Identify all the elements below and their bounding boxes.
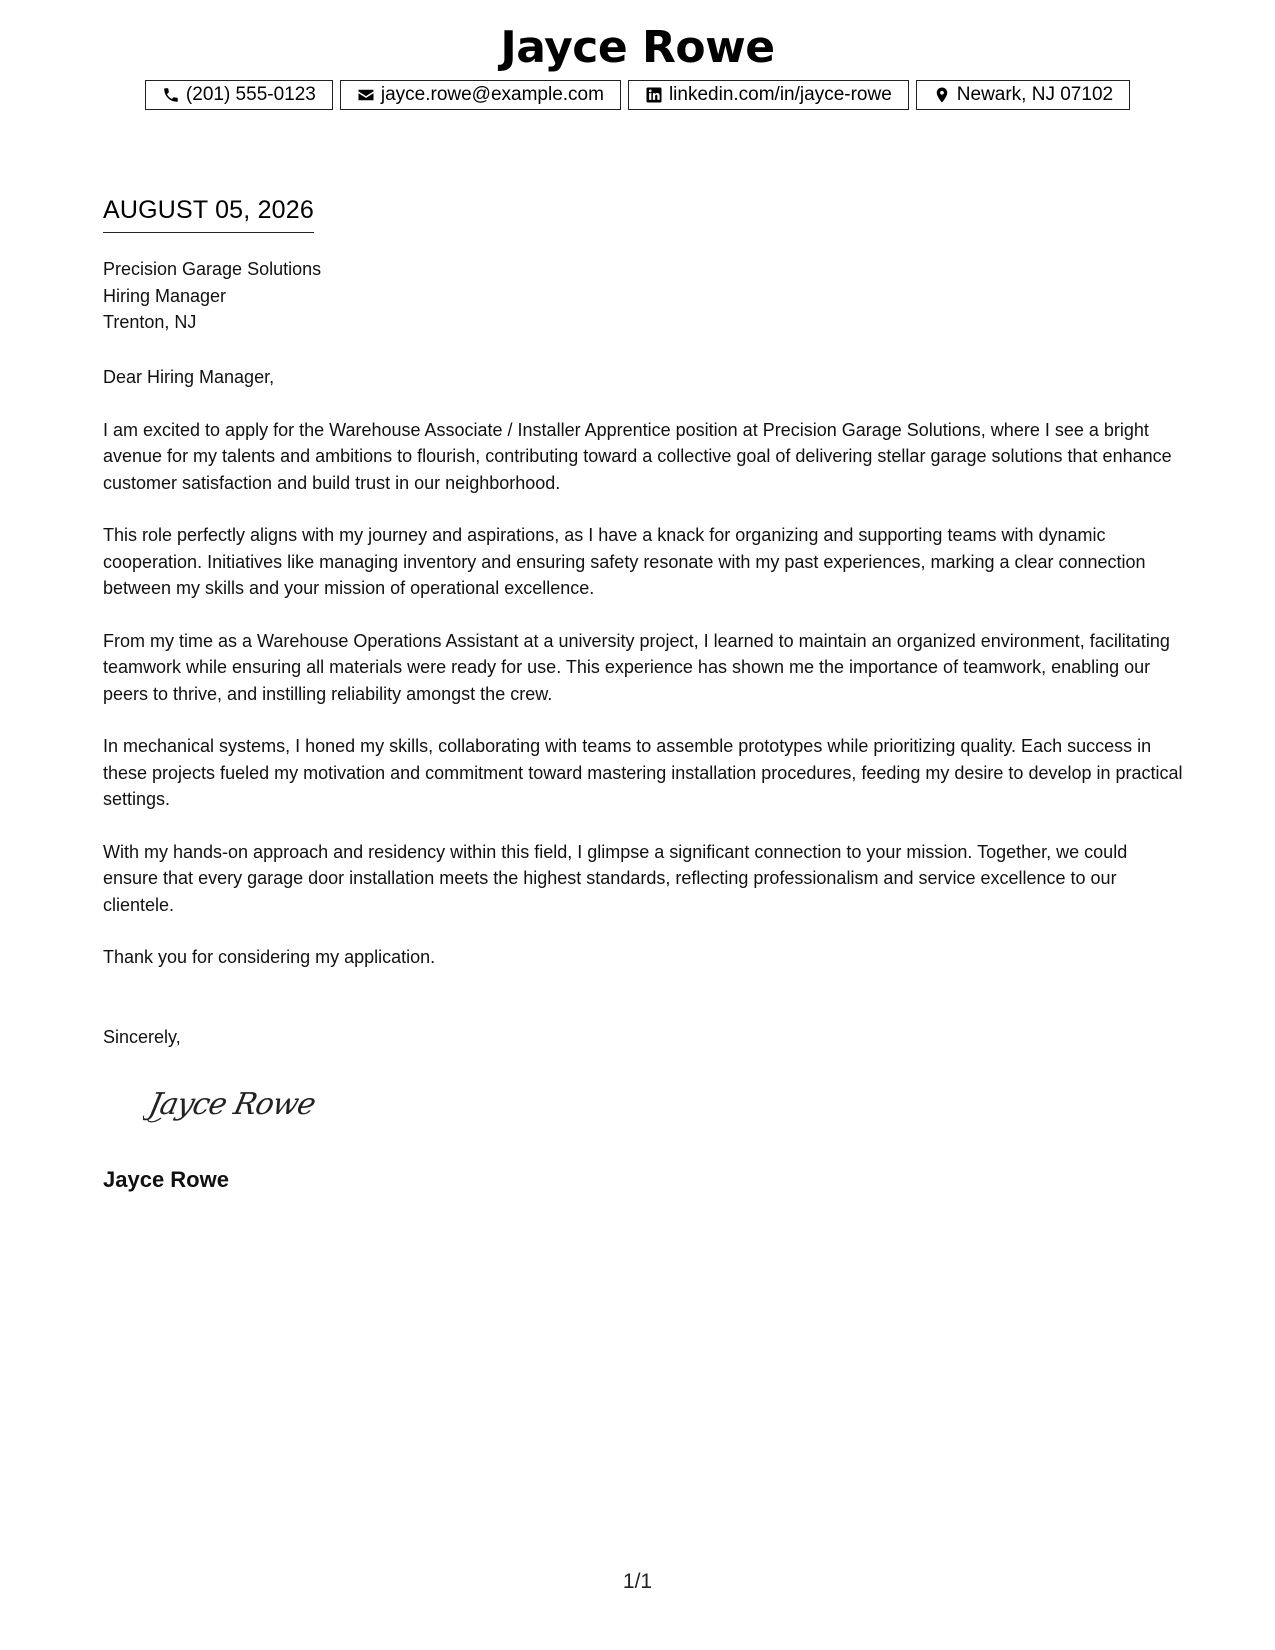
recipient-title: Hiring Manager (103, 285, 227, 306)
closing: Sincerely, (103, 1027, 181, 1047)
contact-bar (0, 80, 1275, 110)
body-paragraph: From my time as a Warehouse Operations Assistant at a university project, I learned to maintain an organized environment, facilitating teamwork while ensuring all materials were ready for use. This experience has shown me the importance of teamwork, enabling our peers to thrive, and instilling reliability amongst the crew. (103, 630, 1170, 704)
linkedin-icon (645, 86, 663, 104)
recipient-block (103, 256, 321, 336)
phone-icon (162, 86, 180, 104)
recipient-location: Trenton, NJ (103, 312, 197, 332)
contact-phone[interactable] (145, 80, 333, 110)
signature-text: Jayce Rowe (145, 1087, 319, 1122)
body-paragraph: With my hands-on approach and residency within this field, I glimpse a significant connection to your mission. Together, we could ensure that every garage door installation meets the highest standards, reflecting professionalism and service excellence to our clientele. (103, 841, 1128, 915)
contact-phone-text: (201) 555-0123 (185, 84, 316, 105)
contact-email-text: jayce.rowe@example.com (380, 84, 604, 105)
page-indicator: 1/1 (622, 1570, 653, 1593)
signer-name: Jayce Rowe (103, 1167, 229, 1192)
contact-email[interactable] (340, 80, 621, 110)
letter-date: AUGUST 05, 2026 (103, 194, 314, 233)
body-paragraph: In mechanical systems, I honed my skills, collaborating with teams to assemble prototypes while prioritizing quality. Each success in these projects fueled my motivation and commitment toward mastering installation procedures, feeding my desire to develop in practical settings. (103, 736, 1183, 809)
applicant-name: Jayce Rowe (500, 22, 775, 73)
contact-location[interactable] (916, 80, 1130, 110)
envelope-icon (357, 86, 375, 104)
map-pin-icon (933, 86, 951, 104)
contact-location-text: Newark, NJ 07102 (956, 84, 1114, 105)
letter-body (103, 364, 1183, 997)
contact-linkedin-text: linkedin.com/in/jayce-rowe (668, 84, 892, 105)
handwritten-signature (143, 1078, 323, 1128)
contact-linkedin[interactable] (628, 80, 909, 110)
salutation: Dear Hiring Manager, (103, 367, 275, 387)
recipient-company: Precision Garage Solutions (103, 259, 322, 279)
body-paragraph: Thank you for considering my application. (103, 947, 436, 967)
body-paragraph: I am excited to apply for the Warehouse Associate / Installer Apprentice position at Precision Garage Solutions, where I see a bright avenue for my talents and ambitions to flourish, contributing toward a collective goal of delivering stellar garage solutions that enhance customer satisfaction and build trust in our neighborhood. (103, 419, 1172, 493)
body-paragraph: This role perfectly aligns with my journey and aspirations, as I have a knack for organizing and supporting teams with dynamic cooperation. Initiatives like managing inventory and ensuring safety resonate with my past experiences, marking a clear connection between my skills and your mission of operational excellence. (103, 525, 1146, 598)
